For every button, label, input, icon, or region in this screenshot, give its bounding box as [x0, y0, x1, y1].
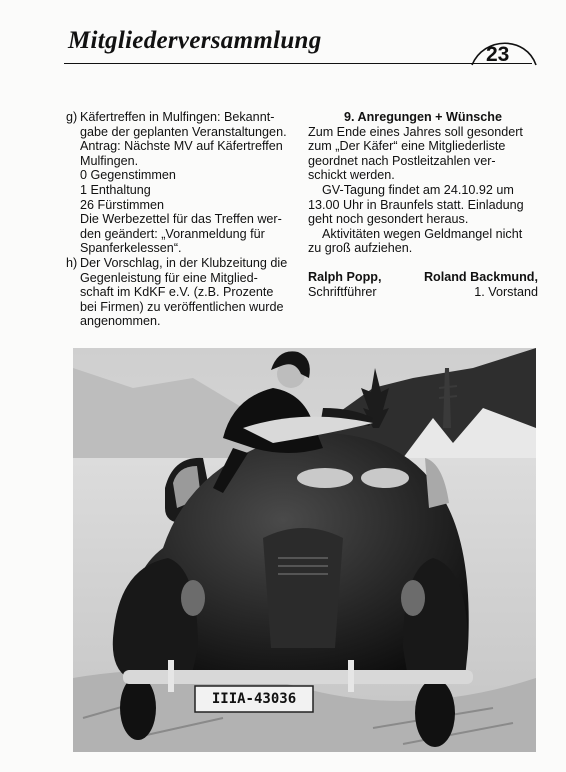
text-line: Antrag: Nächste MV auf Käfertreffen — [80, 139, 283, 154]
signature-secretary — [308, 270, 381, 299]
right-column — [308, 110, 538, 299]
text-line: Aktivitäten wegen Geldmangel nicht — [322, 226, 523, 241]
paragraph-meeting — [308, 183, 538, 227]
text-line: gabe der geplanten Veranstaltungen. — [80, 124, 287, 139]
signature-chairman — [424, 270, 538, 299]
item-marker: h) — [66, 255, 78, 270]
text-line: Käfertreffen in Mulfingen: Bekannt- — [80, 110, 275, 124]
paragraph-activities — [308, 227, 538, 256]
signature-role: Schriftführer — [308, 284, 377, 299]
text-line: schaft im KdKF e.V. (z.B. Prozente — [80, 285, 274, 300]
text-line: Die Werbezettel für das Treffen wer- — [80, 212, 282, 227]
text-line: angenommen. — [80, 314, 161, 329]
beetle-photo — [73, 348, 536, 752]
vote-for: 26 Fürstimmen — [80, 197, 164, 212]
text-line: Gegenleistung für eine Mitglied- — [80, 270, 258, 285]
text-line: den geändert: „Voranmeldung für — [80, 226, 265, 241]
vote-against: 0 Gegenstimmen — [80, 168, 176, 183]
text-line: bei Firmen) zu veröffentlichen wurde — [80, 299, 284, 314]
text-line: Spanferkelessen“. — [80, 241, 182, 256]
signature-row — [308, 270, 538, 299]
text-line: 13.00 Uhr in Braunfels statt. Einladung — [308, 197, 524, 212]
signature-name: Roland Backmund, — [423, 269, 538, 284]
page-number: 23 — [486, 43, 510, 66]
item-marker: g) — [66, 110, 78, 124]
left-column — [66, 110, 298, 329]
vote-abstention: 1 Enthaltung — [80, 182, 151, 197]
agenda-item-h — [66, 256, 298, 329]
text-line: Zum Ende eines Jahres soll gesondert — [308, 124, 523, 139]
text-line: GV-Tagung findet am 24.10.92 um — [322, 182, 514, 197]
signature-name: Ralph Popp, — [308, 269, 382, 284]
header-title: Mitgliederversammlung — [68, 27, 322, 54]
text-line: Der Vorschlag, in der Klubzeitung die — [80, 255, 288, 270]
text-line: Mulfingen. — [80, 153, 139, 168]
text-line: geordnet nach Postleitzahlen ver- — [308, 153, 496, 168]
paragraph-member-list — [308, 125, 538, 183]
text-line: geht noch gesondert heraus. — [308, 212, 469, 227]
license-plate: IIIA-43036 — [211, 691, 297, 707]
signature-role: 1. Vorstand — [474, 284, 538, 299]
section-title: 9. Anregungen + Wünsche — [343, 110, 503, 124]
agenda-item-g — [66, 110, 298, 256]
text-line: schickt werden. — [308, 168, 395, 183]
text-line: zu groß aufziehen. — [308, 241, 413, 256]
text-line: zum „Der Käfer“ eine Mitgliederliste — [308, 139, 506, 154]
header-rule — [64, 63, 532, 64]
